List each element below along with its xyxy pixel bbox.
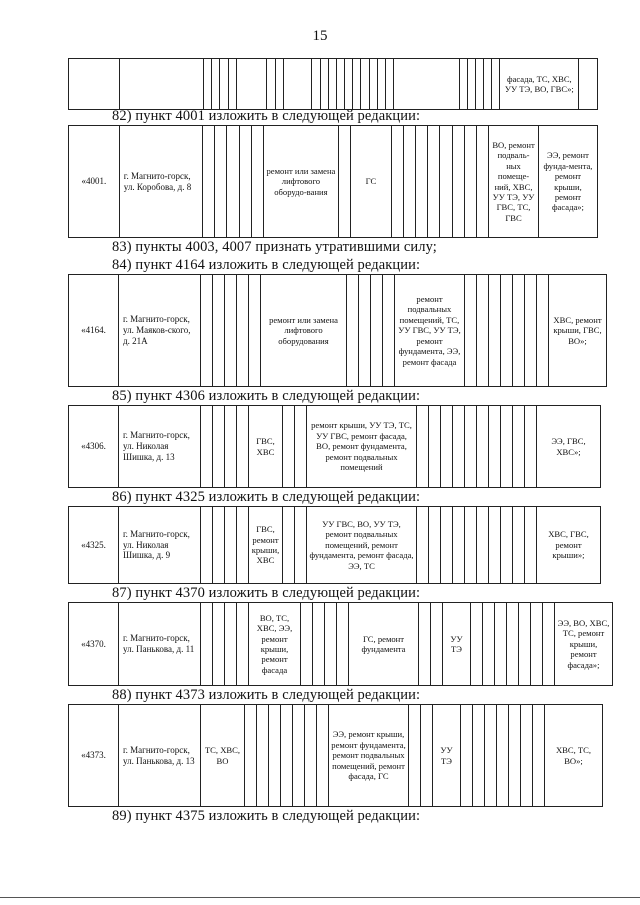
page-number: 15	[312, 28, 328, 44]
table-cell: ЭЭ, ремонт крыши, ремонт фундамента, ремонт подвальных помещений, ремонт фасада, ГС	[329, 705, 409, 807]
row-number: «4325.	[69, 507, 119, 584]
table-row-4306	[68, 405, 601, 488]
row-number: «4001.	[69, 126, 120, 238]
page-bottom-edge	[0, 897, 640, 898]
table-cell: ГВС, ХВС	[249, 406, 283, 488]
table-cell: ремонт или замена лифтового оборудо-вания	[263, 126, 338, 238]
table-row-continuation	[68, 58, 598, 110]
heading-item-87: 87) пункт 4370 изложить в следующей редакции:	[112, 585, 421, 601]
table-row-4325	[68, 506, 601, 584]
row-address: г. Магнито-горск, ул. Маяков-ского, д. 21А	[119, 275, 201, 387]
table-row-4001	[68, 125, 598, 238]
heading-item-83: 83) пункты 4003, 4007 признать утратившими силу;	[112, 239, 437, 255]
table-cell: УУ ГВС, ВО, УУ ТЭ, ремонт подвальных помещений, ремонт фундамента, ремонт фасада, ЭЭ, ТС	[307, 507, 417, 584]
table-cell: ХВС, ГВС, ремонт крыши»;	[537, 507, 601, 584]
heading-item-82: 82) пункт 4001 изложить в следующей редакции:	[112, 108, 421, 124]
table-cell: ВО, ремонт подваль-ных помеще-ний, ХВС, УУ ТЭ, УУ ГВС, ТС, ГВС	[489, 126, 539, 238]
table-cell: ЭЭ, ремонт фунда-мента, ремонт крыши, ремонт фасада»;	[538, 126, 597, 238]
row-address: г. Магнито-горск, ул. Панькова, д. 13	[119, 705, 201, 807]
row-number: «4373.	[69, 705, 119, 807]
row-address: г. Магнито-горск, ул. Николая Шишка, д. 13	[119, 406, 201, 488]
table-cell: УУ ТЭ	[433, 705, 461, 807]
table-row-4164	[68, 274, 607, 387]
table-cell: УУ ТЭ	[443, 603, 471, 686]
table-cell: ХВС, ремонт крыши, ГВС, ВО»;	[549, 275, 607, 387]
heading-item-86: 86) пункт 4325 изложить в следующей редакции:	[112, 489, 421, 505]
row-address: г. Магнито-горск, ул. Панькова, д. 11	[119, 603, 201, 686]
heading-item-84: 84) пункт 4164 изложить в следующей редакции:	[112, 257, 421, 273]
heading-item-85: 85) пункт 4306 изложить в следующей редакции:	[112, 388, 421, 404]
table-cell: ЭЭ, ГВС, ХВС»;	[537, 406, 601, 488]
row-address: г. Магнито-горск, ул. Николая Шишка, д. 9	[119, 507, 201, 584]
table-cell: ХВС, ТС, ВО»;	[545, 705, 603, 807]
table-cell: ГВС, ремонт крыши, ХВС	[249, 507, 283, 584]
heading-item-89: 89) пункт 4375 изложить в следующей редакции:	[112, 808, 421, 824]
table-cell: ремонт крыши, УУ ТЭ, ТС, УУ ГВС, ремонт фасада, ВО, ремонт фундамента, ремонт подвальных помещений	[307, 406, 417, 488]
table-cell: ремонт или замена лифтового оборудования	[261, 275, 347, 387]
table-cell: ГС, ремонт фундамента	[349, 603, 419, 686]
row-number: «4164.	[69, 275, 119, 387]
row-number: «4306.	[69, 406, 119, 488]
table-cell: ЭЭ, ВО, ХВС, ТС, ремонт крыши, ремонт фасада»;	[555, 603, 613, 686]
row-address: г. Магнито-горск, ул. Коробова, д. 8	[119, 126, 202, 238]
table-cell: ремонт подвальных помещений, ТС, УУ ГВС, УУ ТЭ, ремонт фундамента, ЭЭ, ремонт фасада	[395, 275, 465, 387]
table-row-4373	[68, 704, 603, 807]
table-cell: ГС	[351, 126, 392, 238]
heading-item-88: 88) пункт 4373 изложить в следующей редакции:	[112, 687, 421, 703]
table-cell: ТС, ХВС, ВО	[201, 705, 245, 807]
table-cell: ВО, ТС, ХВС, ЭЭ, ремонт крыши, ремонт фасада	[249, 603, 301, 686]
table-cell: фасада, ТС, ХВС, УУ ТЭ, ВО, ГВС»;	[500, 59, 579, 110]
row-number: «4370.	[69, 603, 119, 686]
table-row-4370	[68, 602, 613, 686]
